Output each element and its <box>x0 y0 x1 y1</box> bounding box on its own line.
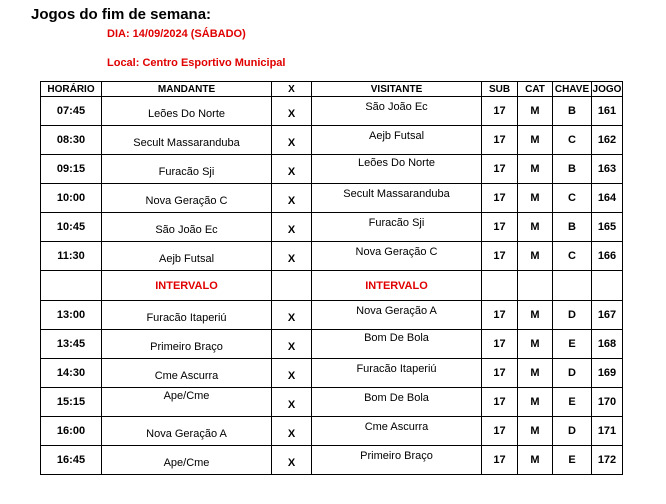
away-team-cell <box>312 359 482 388</box>
interval-sub-cell <box>482 271 518 301</box>
time-cell: 15:15 <box>41 388 102 417</box>
category-cell: M <box>518 126 553 155</box>
sub-cell: 17 <box>482 301 518 330</box>
sub-cell: 17 <box>482 184 518 213</box>
home-team-cell <box>102 330 272 359</box>
category-cell: M <box>518 213 553 242</box>
category-cell: M <box>518 97 553 126</box>
sub-cell: 17 <box>482 417 518 446</box>
away-team-cell <box>312 446 482 475</box>
home-team-cell-text: Secult Massaranduba <box>133 137 240 149</box>
versus-cell <box>272 97 312 126</box>
time-cell: 07:45 <box>41 97 102 126</box>
time-cell: 10:00 <box>41 184 102 213</box>
game-number-cell: 161 <box>592 97 623 126</box>
afternoon-games <box>41 301 623 475</box>
away-team-cell-text: Furacão Itaperiú <box>356 363 437 375</box>
away-team-cell-text: Nova Geração A <box>356 305 437 317</box>
versus-cell <box>272 417 312 446</box>
morning-games <box>41 97 623 271</box>
group-cell: E <box>553 446 592 475</box>
versus-cell <box>272 301 312 330</box>
sub-cell: 17 <box>482 359 518 388</box>
group-cell: D <box>553 359 592 388</box>
home-team-cell-text: Primeiro Braço <box>150 341 223 353</box>
versus-cell <box>272 242 312 271</box>
interval-cat-cell <box>518 271 553 301</box>
game-row <box>41 388 623 417</box>
category-cell: M <box>518 242 553 271</box>
interval-x-cell <box>272 271 312 301</box>
game-number-cell: 171 <box>592 417 623 446</box>
versus-cell <box>272 213 312 242</box>
sub-cell: 17 <box>482 213 518 242</box>
versus-cell <box>272 359 312 388</box>
sub-cell: 17 <box>482 155 518 184</box>
col-header-x: X <box>272 82 312 97</box>
time-cell: 13:45 <box>41 330 102 359</box>
time-cell: 10:45 <box>41 213 102 242</box>
group-cell: C <box>553 126 592 155</box>
game-row <box>41 155 623 184</box>
versus-cell <box>272 446 312 475</box>
group-cell: B <box>553 155 592 184</box>
away-team-cell <box>312 242 482 271</box>
sub-cell: 17 <box>482 126 518 155</box>
col-header-sub: SUB <box>482 82 518 97</box>
group-cell: D <box>553 301 592 330</box>
away-team-cell-text: Bom De Bola <box>364 332 429 344</box>
home-team-cell <box>102 184 272 213</box>
sub-cell: 17 <box>482 97 518 126</box>
group-cell: D <box>553 417 592 446</box>
away-team-cell-text: Secult Massaranduba <box>343 188 450 200</box>
versus-cell <box>272 155 312 184</box>
versus-cell-text: X <box>287 253 296 265</box>
group-cell: E <box>553 330 592 359</box>
home-team-cell-text: Furacão Sji <box>158 166 215 178</box>
game-row <box>41 213 623 242</box>
col-header-away: VISITANTE <box>312 82 482 97</box>
interval-label-home: INTERVALO <box>102 271 272 301</box>
game-row <box>41 301 623 330</box>
versus-cell <box>272 126 312 155</box>
game-number-cell: 166 <box>592 242 623 271</box>
away-team-cell <box>312 126 482 155</box>
home-team-cell <box>102 242 272 271</box>
home-team-cell-text: São João Ec <box>155 224 218 236</box>
game-row <box>41 184 623 213</box>
category-cell: M <box>518 388 553 417</box>
game-row <box>41 359 623 388</box>
home-team-cell <box>102 417 272 446</box>
game-number-cell: 170 <box>592 388 623 417</box>
sub-cell: 17 <box>482 388 518 417</box>
category-cell: M <box>518 359 553 388</box>
away-team-cell <box>312 184 482 213</box>
games-table <box>40 81 623 475</box>
game-row <box>41 242 623 271</box>
versus-cell-text: X <box>287 428 296 440</box>
away-team-cell-text: Aejb Futsal <box>368 130 425 142</box>
group-cell: B <box>553 213 592 242</box>
home-team-cell <box>102 301 272 330</box>
home-team-cell <box>102 359 272 388</box>
away-team-cell <box>312 97 482 126</box>
group-cell: B <box>553 97 592 126</box>
home-team-cell-text: Nova Geração C <box>145 195 228 207</box>
game-row <box>41 446 623 475</box>
away-team-cell-text: Leões Do Norte <box>357 157 436 169</box>
game-row <box>41 330 623 359</box>
col-header-jogo: JOGO <box>592 83 622 95</box>
home-team-cell-text: Aejb Futsal <box>158 253 215 265</box>
game-number-cell: 169 <box>592 359 623 388</box>
category-cell: M <box>518 155 553 184</box>
match-venue: Local: Centro Esportivo Municipal <box>107 57 286 69</box>
away-team-cell <box>312 388 482 417</box>
home-team-cell-text: Nova Geração A <box>146 428 227 440</box>
time-cell: 13:00 <box>41 301 102 330</box>
versus-cell-text: X <box>287 370 296 382</box>
game-number-cell: 165 <box>592 213 623 242</box>
time-cell: 16:45 <box>41 446 102 475</box>
game-row <box>41 126 623 155</box>
col-header-chave: CHAVE <box>553 82 592 97</box>
category-cell: M <box>518 417 553 446</box>
time-cell: 09:15 <box>41 155 102 184</box>
home-team-cell-text: Ape/Cme <box>163 390 210 402</box>
versus-cell-text: X <box>287 108 296 120</box>
game-number-cell: 172 <box>592 446 623 475</box>
versus-cell-text: X <box>287 457 296 469</box>
away-team-cell-text: Cme Ascurra <box>364 421 429 433</box>
time-cell: 08:30 <box>41 126 102 155</box>
away-team-cell <box>312 301 482 330</box>
home-team-cell <box>102 213 272 242</box>
away-team-cell-text: São João Ec <box>365 101 428 113</box>
group-cell: C <box>553 242 592 271</box>
versus-cell-text: X <box>287 312 296 324</box>
home-team-cell-text: Leões Do Norte <box>147 108 226 120</box>
interval-section <box>41 271 623 301</box>
home-team-cell <box>102 446 272 475</box>
group-cell: E <box>553 388 592 417</box>
col-header-home: MANDANTE <box>102 82 272 97</box>
away-team-cell-text: Primeiro Braço <box>360 450 433 462</box>
home-team-cell <box>102 388 272 417</box>
home-team-cell <box>102 126 272 155</box>
game-row <box>41 417 623 446</box>
time-cell: 14:30 <box>41 359 102 388</box>
interval-time-cell <box>41 271 102 301</box>
versus-cell-text: X <box>287 137 296 149</box>
away-team-cell <box>312 155 482 184</box>
game-number-cell: 164 <box>592 184 623 213</box>
away-team-cell <box>312 330 482 359</box>
group-cell: C <box>553 184 592 213</box>
time-cell: 11:30 <box>41 242 102 271</box>
game-number-cell: 168 <box>592 330 623 359</box>
sub-cell: 17 <box>482 242 518 271</box>
versus-cell-text: X <box>287 195 296 207</box>
interval-row <box>41 271 623 301</box>
away-team-cell-text: Bom De Bola <box>364 392 429 404</box>
game-number-cell: 162 <box>592 126 623 155</box>
game-number-cell: 167 <box>592 301 623 330</box>
away-team-cell-text: Furacão Sji <box>368 217 425 229</box>
page-heading: Jogos do fim de semana: <box>31 6 212 23</box>
col-header-cat: CAT <box>518 82 553 97</box>
category-cell: M <box>518 446 553 475</box>
interval-label-away: INTERVALO <box>312 271 482 301</box>
table-header-row <box>41 82 623 97</box>
away-team-cell-text: Nova Geração C <box>355 246 438 258</box>
time-cell: 16:00 <box>41 417 102 446</box>
sub-cell: 17 <box>482 446 518 475</box>
category-cell: M <box>518 301 553 330</box>
versus-cell-text: X <box>287 224 296 236</box>
home-team-cell-text: Furacão Itaperiú <box>146 312 227 324</box>
versus-cell <box>272 184 312 213</box>
versus-cell-text: X <box>287 166 296 178</box>
home-team-cell-text: Ape/Cme <box>163 457 210 469</box>
home-team-cell <box>102 97 272 126</box>
game-number-cell: 163 <box>592 155 623 184</box>
versus-cell <box>272 388 312 417</box>
sub-cell: 17 <box>482 330 518 359</box>
away-team-cell <box>312 417 482 446</box>
interval-chave-cell <box>553 271 592 301</box>
home-team-cell <box>102 155 272 184</box>
away-team-cell <box>312 213 482 242</box>
versus-cell-text: X <box>287 341 296 353</box>
col-header-time: HORÁRIO <box>41 82 102 97</box>
interval-jogo-cell <box>592 271 623 301</box>
game-row <box>41 97 623 126</box>
category-cell: M <box>518 330 553 359</box>
match-day: DIA: 14/09/2024 (SÁBADO) <box>107 28 246 40</box>
home-team-cell-text: Cme Ascurra <box>154 370 219 382</box>
versus-cell-text: X <box>287 399 296 411</box>
versus-cell <box>272 330 312 359</box>
category-cell: M <box>518 184 553 213</box>
